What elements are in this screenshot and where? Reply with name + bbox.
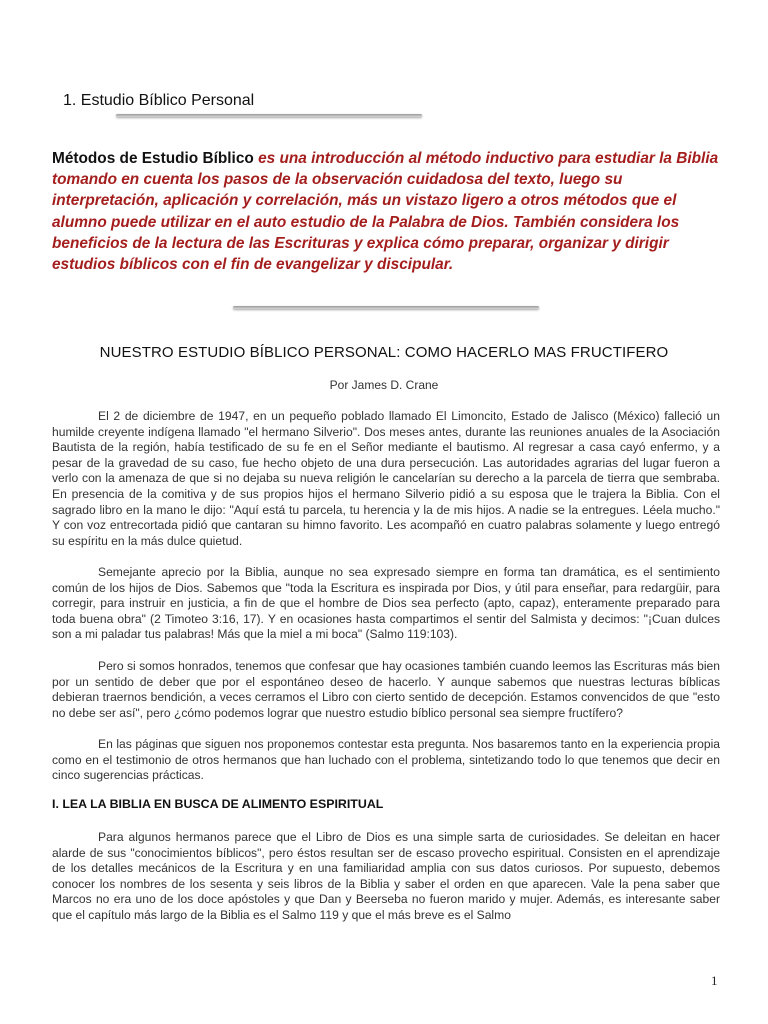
intro-lead: Métodos de Estudio Bíblico xyxy=(52,150,254,167)
intro-paragraph xyxy=(52,148,730,275)
paragraph-4: En las páginas que siguen nos proponemos contestar esta pregunta. Nos basaremos tanto en la experiencia propia como en el testimonio de otros hermanos que han luchado con el problema, sintetizando todo lo que tenemos que decir en cinco sugerencias prácticas. xyxy=(52,737,720,783)
page-number: 1 xyxy=(711,973,718,988)
section-divider-top xyxy=(116,114,422,117)
paragraph-5: Para algunos hermanos parece que el Libro de Dios es una simple sarta de curiosidades. Se deleitan en hacer alarde de sus "conocimientos bíblicos", pero éstos resultan ser de escaso provecho espiritual. Consisten en el aprendizaje de los detalles mecánicos de la Escritura y en una familiaridad amplia con sus datos curiosos. Por supuesto, debemos conocer los nombres de los sesenta y seis libros de la Biblia y saber el orden en que aparecen. Vale la pena saber que Marcos no era uno de los doce apóstoles y que Dan y Beerseba no fueron marido y mujer. Además, es interesante saber que el capítulo más largo de la Biblia es el Salmo 119 y que el más breve es el Salmo xyxy=(52,830,720,922)
section-divider-bottom xyxy=(233,306,539,309)
article-byline: Por James D. Crane xyxy=(329,378,439,392)
intro-description: es una introducción al método inductivo para estudiar la Biblia tomando en cuenta los pasos de la observación cuidadosa del texto, luego su interpretación, aplicación y correlación, más un vistazo ligero a otros métodos que el alumno puede utilizar en el auto estudio de la Palabra de Dios. También considera los beneficios de la lectura de las Escrituras y explica cómo preparar, organizar y dirigir estudios bíblicos con el fin de evangelizar y discipular. xyxy=(52,150,719,274)
paragraph-3: Pero si somos honrados, tenemos que confesar que hay ocasiones también cuando leemos las Escrituras más bien por un sentido de deber que por el espontáneo deseo de hacerlo. Y aunque sabemos que nuestras lecturas bíblicas debieran traernos bendición, a veces cerramos el Libro con cierto sentido de decepción. Estamos convencidos de que "esto no debe ser así", pero ¿cómo podemos lograr que nuestro estudio bíblico personal sea siempre fructífero? xyxy=(52,659,720,720)
paragraph-2: Semejante aprecio por la Biblia, aunque no sea expresado siempre en forma tan dramática, es el sentimiento común de los hijos de Dios. Sabemos que "toda la Escritura es inspirada por Dios, y útil para enseñar, para redargüir, para corregir, para instruir en justicia, a fin de que el hombre de Dios sea perfecto (apto, capaz), enteramente preparado para toda buena obra" (2 Timoteo 3:16, 17). Y en ocasiones hasta compartimos el sentir del Salmista y decimos: "¡Cuan dulces son a mi paladar tus palabras! Más que la miel a mi boca" (Salmo 119:103). xyxy=(52,565,720,642)
subheading-lea-la-biblia: I. LEA LA BIBLIA EN BUSCA DE ALIMENTO ESPIRITUAL xyxy=(52,797,384,811)
article-title: NUESTRO ESTUDIO BÍBLICO PERSONAL: COMO HACERLO MAS FRUCTIFERO xyxy=(99,344,669,361)
section-title: 1. Estudio Bíblico Personal xyxy=(63,92,255,109)
paragraph-1: El 2 de diciembre de 1947, en un pequeño poblado llamado El Limoncito, Estado de Jalisco (México) falleció un humilde creyente indígena llamado "el hermano Silverio". Dos meses antes, durante las reuniones anuales de la Asociación Bautista de la región, había testificado de su fe en el Señor mediante el bautismo. Al regresar a casa cayó enfermo, y a pesar de la gravedad de su caso, fue hecho objeto de una dura persecución. Las autoridades agrarias del lugar fueron a verlo con la amenaza de que si no dejaba su nueva religión le cancelarían su derecho a la parcela de tierra que sembraba. En presencia de la comitiva y de sus propios hijos el hermano Silverio pidió a su esposa que le trajera la Biblia. Con el sagrado libro en la mano le dijo: "Aquí está tu parcela, tu herencia y la de mis hijos. A nadie se la entregues. Léela mucho." Y con voz entrecortada pidió que cantaran su himno favorito. Les acompañó en cuatro palabras solamente y luego entregó su espíritu en la más dulce quietud. xyxy=(52,409,720,548)
